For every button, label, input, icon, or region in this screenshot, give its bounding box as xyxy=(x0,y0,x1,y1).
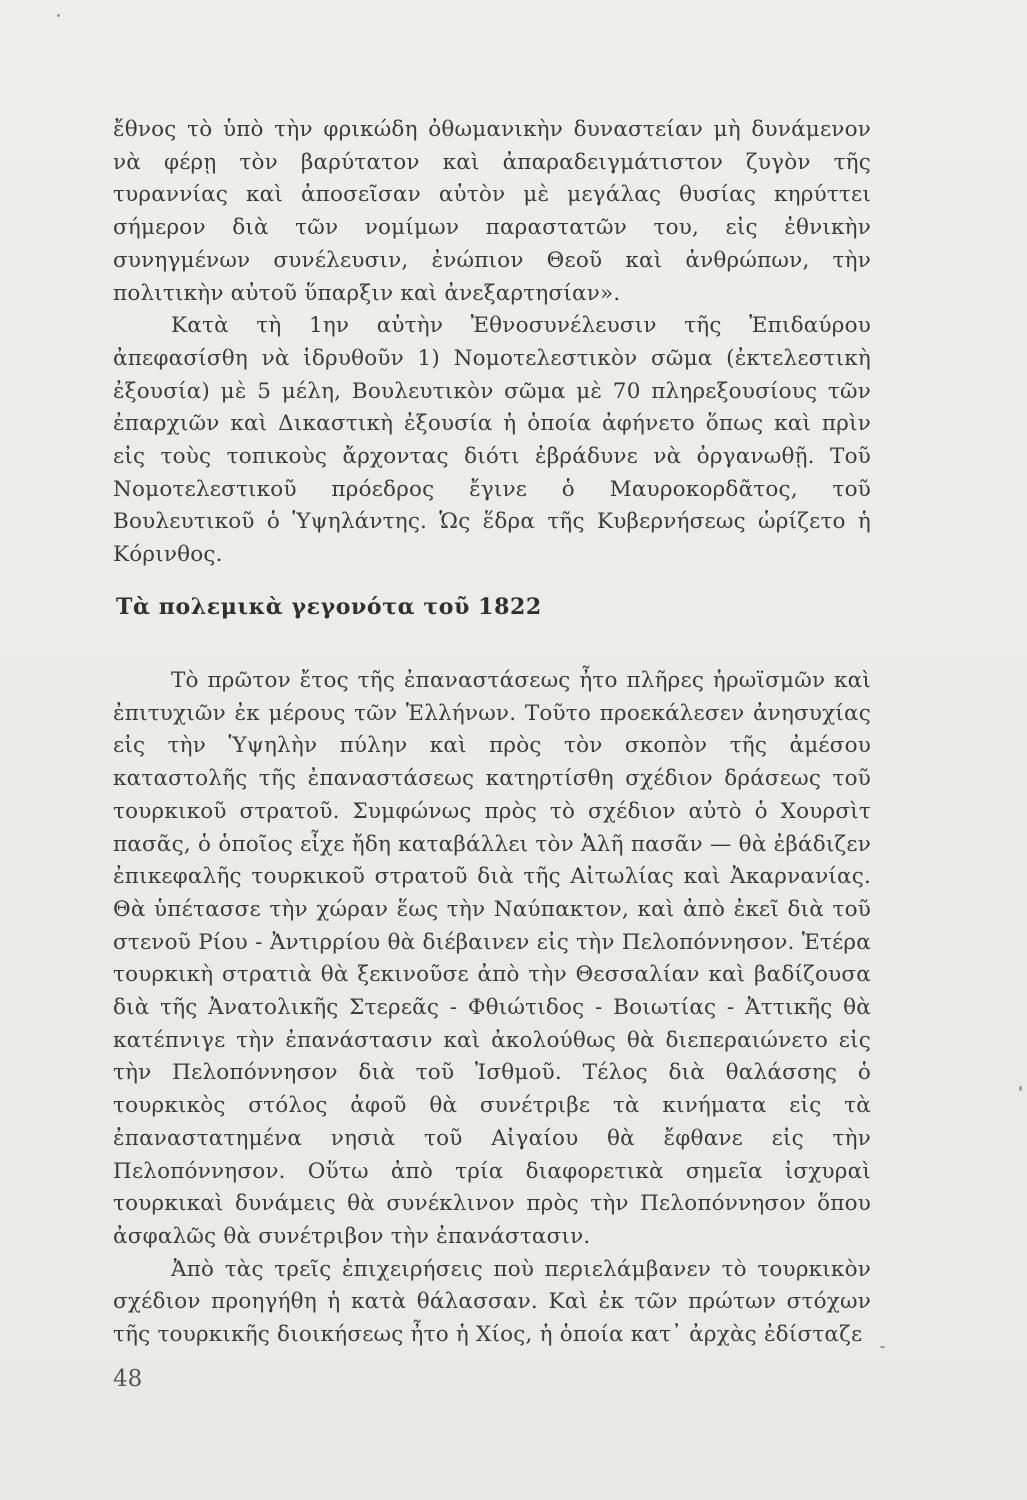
paper-speck xyxy=(880,1346,885,1348)
paragraph-epidaurus-assembly: Κατὰ τὴ 1ην αὐτὴν Ἐθνοσυνέλευσιν τῆς Ἐπιδαύρου ἀπεφασίσθη νὰ ἱδρυθοῦν 1) Νομοτελεστικὸν σῶμα (ἐκτελεστικὴ ἐξουσία) μὲ 5 μέλη, Βουλευτικὸν σῶμα μὲ 70 πληρεξουσίους τῶν ἐπαρχιῶν καὶ Δικαστικὴ ἐξουσία ἡ ὁποία ἀφήνετο ὅπως καὶ πρὶν εἰς τοὺς τοπικοὺς ἄρχοντας διότι ἐβράδυνε νὰ ὀργανωθῇ. Τοῦ Νομοτελεστικοῦ πρόεδρος ἔγινε ὁ Μαυροκορδᾶτος, τοῦ Βουλευτικοῦ ὁ Ὑψηλάντης. Ὡς ἕδρα τῆς Κυβερνήσεως ὡρίζετο ἡ Κόρινθος. xyxy=(113,313,871,568)
paper-speck xyxy=(1019,1086,1022,1091)
page-number: 48 xyxy=(113,1366,143,1392)
section-heading: Τὰ πολεμικὰ γεγονότα τοῦ 1822 xyxy=(116,594,542,620)
paper-speck xyxy=(57,14,60,17)
paragraph-turkish-plan: Τὸ πρῶτον ἔτος τῆς ἐπαναστάσεως ἦτο πλῆρες ἡρωϊσμῶν καὶ ἐπιτυχιῶν ἐκ μέρους τῶν Ἑλλήνων. Τοῦτο προεκάλεσεν ἀνησυχίας εἰς τὴν Ὑψηλὴν πύλην καὶ πρὸς τὸν σκοπὸν τῆς ἀμέσου καταστολῆς τῆς ἐπαναστάσεως κατηρτίσθη σχέδιον δράσεως τοῦ τουρκικοῦ στρατοῦ. Συμφώνως πρὸς τὸ σχέδιον αὐτὸ ὁ Χουρσὶτ πασᾶς, ὁ ὁποῖος εἶχε ἤδη καταβάλλει τὸν Ἀλῆ πασᾶν — θὰ ἐβάδιζεν ἐπικεφαλῆς τουρκικοῦ στρατοῦ διὰ τῆς Αἰτωλίας καὶ Ἀκαρνανίας. Θὰ ὑπέτασσε τὴν χώραν ἕως τὴν Ναύπακτον, καὶ ἀπὸ ἐκεῖ διὰ τοῦ στενοῦ Ρίου - Ἀντιρρίου θὰ διέβαινεν εἰς τὴν Πελοπόννησον. Ἑτέρα τουρκικὴ στρατιὰ θὰ ξεκινοῦσε ἀπὸ τὴν Θεσσαλίαν καὶ βαδίζουσα διὰ τῆς Ἀνατολικῆς Στερεᾶς - Φθιώτιδος - Βοιωτίας - Ἀττικῆς θὰ κατέπνιγε τὴν ἐπανάστασιν καὶ ἀκολούθως θὰ διεπεραιώνετο εἰς τὴν Πελοπόννησον διὰ τοῦ Ἰσθμοῦ. Τέλος διὰ θαλάσσης ὁ τουρκικὸς στόλος ἀφοῦ θὰ συνέτριβε τὰ κινήματα εἰς τὰ ἐπαναστατημένα νησιὰ τοῦ Αἰγαίου θὰ ἔφθανε εἰς τὴν Πελοπόννησον. Οὕτω ἀπὸ τρία διαφορετικὰ σημεῖα ἰσχυραὶ τουρκικαὶ δυνάμεις θὰ συνέκλινον πρὸς τὴν Πελοπόννησον ὅπου ἀσφαλῶς θὰ συνέτριβον τὴν ἐπανάστασιν. xyxy=(113,668,871,1249)
paragraph-sea-operation: Ἀπὸ τὰς τρεῖς ἐπιχειρήσεις ποὺ περιελάμβανεν τὸ τουρκικὸν σχέδιον προηγήθη ἡ κατὰ θάλασσαν. Καὶ ἐκ τῶν πρώτων στόχων τῆς τουρκικῆς διοικήσεως ἦτο ἡ Χίος, ἡ ὁποία κατ᾽ ἀρχὰς ἐδίσταζε xyxy=(113,1256,871,1348)
paragraph-declaration-end: ἔθνος τὸ ὑπὸ τὴν φρικώδη ὀθωμανικὴν δυναστείαν μὴ δυνάμενον νὰ φέρῃ τὸν βαρύτατον καὶ ἀπαραδειγμάτιστον ζυγὸν τῆς τυραννίας καὶ ἀποσεῖσαν αὐτὸν μὲ μεγάλας θυσίας κηρύττει σήμερον διὰ τῶν νομίμων παραστατῶν του, εἰς ἐθνικὴν συνηγμένων συνέλευσιν, ἐνώπιον Θεοῦ καὶ ἀνθρώπων, τὴν πολιτικὴν αὐτοῦ ὕπαρξιν καὶ ἀνεξαρτησίαν». xyxy=(113,117,871,306)
body-text-bottom xyxy=(113,665,871,1352)
body-text-top xyxy=(113,114,871,572)
